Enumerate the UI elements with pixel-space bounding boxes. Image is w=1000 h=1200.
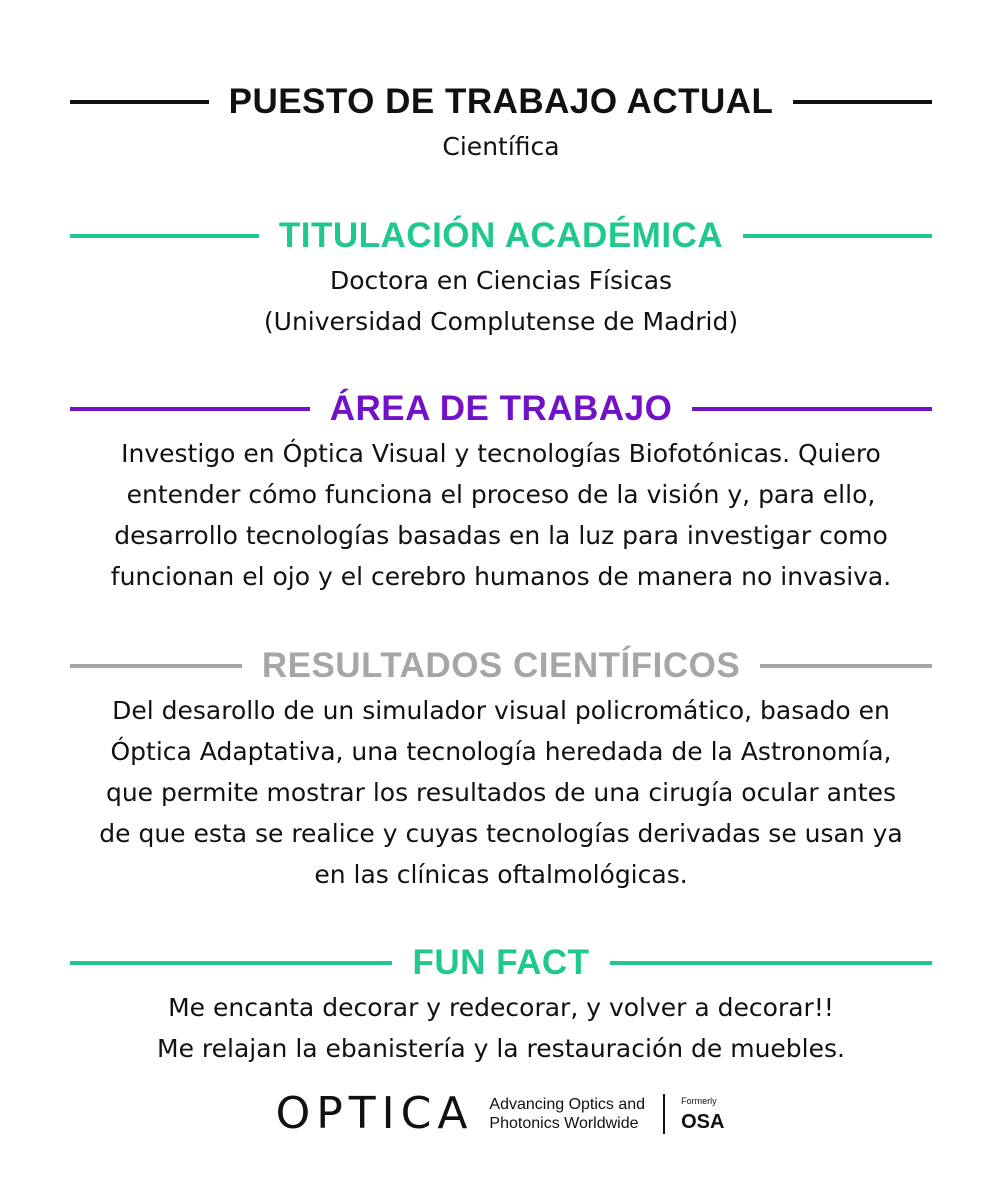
- heading-rule-right: [743, 234, 932, 238]
- section-scientific-results: [70, 646, 932, 895]
- body-line: (Universidad Complutense de Madrid): [263, 307, 739, 336]
- tagline-line: Advancing Optics and: [489, 1096, 646, 1113]
- section-title: TITULACIÓN ACADÉMICA: [278, 216, 724, 255]
- body-line: de que esta se realice y cuyas tecnologías derivadas se usan ya: [99, 819, 903, 848]
- section-work-area: [70, 389, 932, 597]
- section-academic-degree: [70, 216, 932, 342]
- body-line: Me encanta decorar y redecorar, y volver a decorar!!: [168, 993, 834, 1022]
- section-body: [70, 126, 932, 167]
- body-line: Doctora en Ciencias Físicas: [329, 266, 673, 295]
- heading-rule-right: [692, 407, 932, 411]
- tagline-line: Photonics Worldwide: [489, 1115, 639, 1132]
- formerly-osa: [681, 1097, 724, 1132]
- body-line: Investigo en Óptica Visual y tecnologías Biofotónicas. Quiero: [121, 439, 881, 468]
- section-title: RESULTADOS CIENTÍFICOS: [261, 646, 741, 685]
- section-heading-row: [70, 389, 932, 429]
- body-line: Óptica Adaptativa, una tecnología heredada de la Astronomía,: [110, 737, 892, 766]
- formerly-label: Formerly: [681, 1095, 717, 1106]
- body-line: desarrollo tecnologías basadas en la luz para investigar como: [114, 521, 888, 550]
- heading-rule-left: [70, 100, 209, 104]
- body-line: funcionan el ojo y el cerebro humanos de manera no invasiva.: [110, 562, 892, 591]
- heading-rule-right: [760, 664, 932, 668]
- heading-rule-left: [70, 664, 242, 668]
- section-heading-row: [70, 82, 932, 122]
- section-title: PUESTO DE TRABAJO ACTUAL: [228, 82, 774, 121]
- heading-rule-right: [793, 100, 932, 104]
- section-heading-row: [70, 646, 932, 686]
- section-body: [70, 690, 932, 895]
- heading-rule-right: [610, 961, 932, 965]
- section-body: [70, 260, 932, 342]
- optica-logo: [0, 1088, 1000, 1140]
- section-fun-fact: [70, 943, 932, 1069]
- section-body: [70, 987, 932, 1069]
- section-current-position: [70, 82, 932, 167]
- body-line: en las clínicas oftalmológicas.: [314, 860, 688, 889]
- body-line: Del desarollo de un simulador visual policromático, basado en: [112, 696, 890, 725]
- body-line: Me relajan la ebanistería y la restauración de muebles.: [157, 1034, 845, 1063]
- heading-rule-left: [70, 407, 310, 411]
- section-body: [70, 433, 932, 597]
- section-title: FUN FACT: [412, 943, 590, 982]
- logo-divider: [663, 1094, 665, 1134]
- section-title: ÁREA DE TRABAJO: [329, 389, 673, 428]
- heading-rule-left: [70, 234, 259, 238]
- heading-rule-left: [70, 961, 392, 965]
- section-heading-row: [70, 943, 932, 983]
- logo-wordmark: OPTICA: [275, 1088, 474, 1139]
- body-line: Científica: [442, 132, 560, 161]
- body-line: que permite mostrar los resultados de una cirugía ocular antes: [105, 778, 897, 807]
- body-line: entender cómo funciona el proceso de la visión y, para ello,: [126, 480, 876, 509]
- section-heading-row: [70, 216, 932, 256]
- former-name: OSA: [681, 1110, 725, 1133]
- logo-tagline: [489, 1095, 645, 1133]
